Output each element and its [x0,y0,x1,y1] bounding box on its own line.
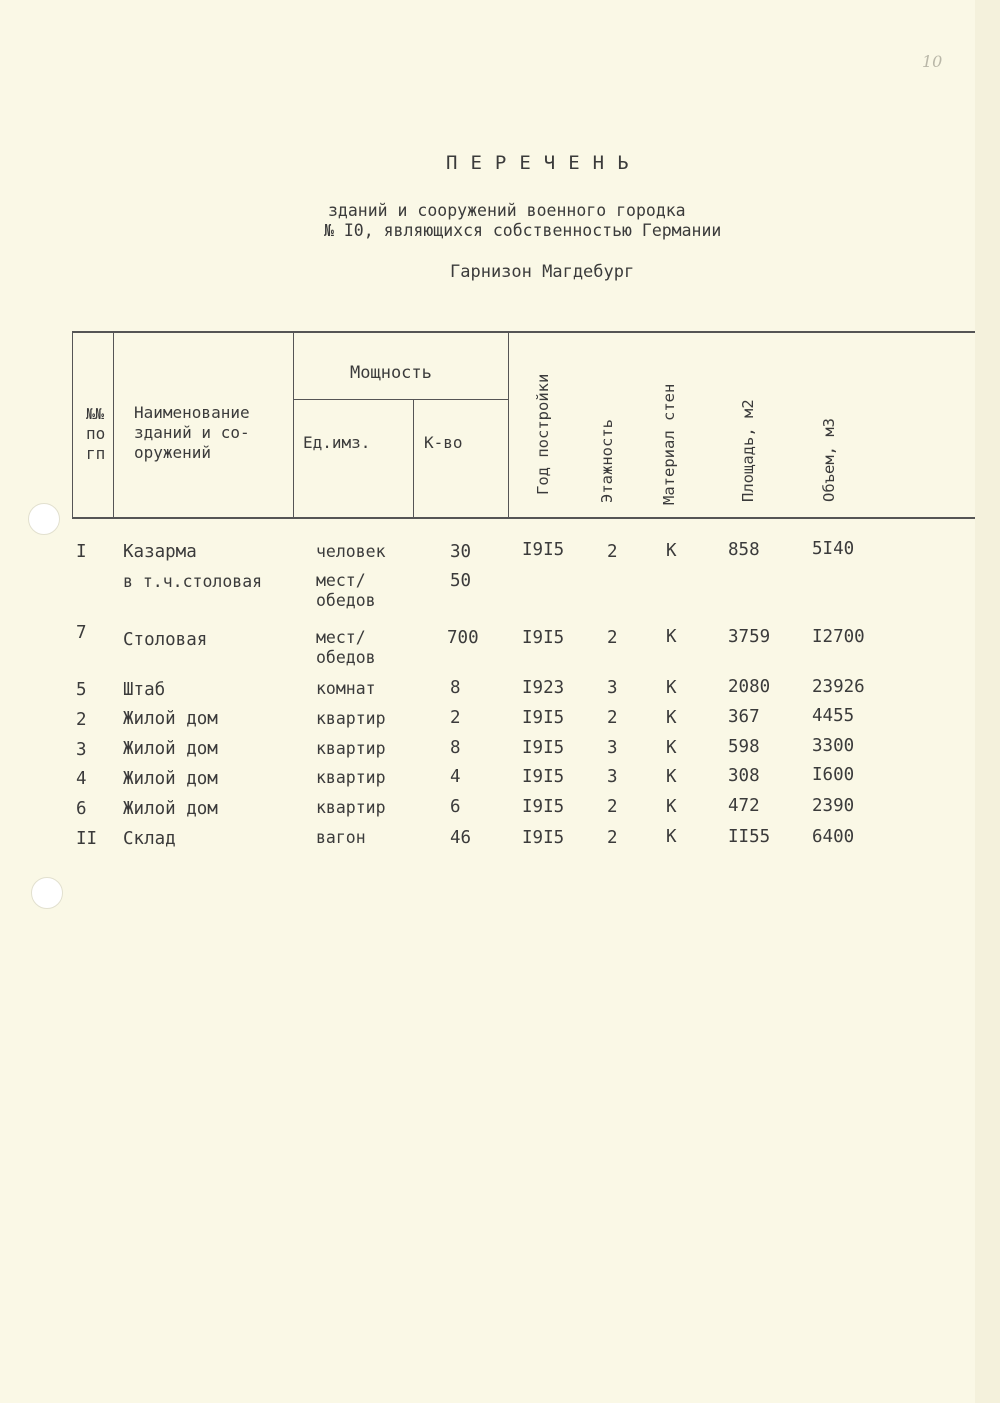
cell-volume: 23926 [812,677,865,697]
cell-qty: 30 [450,542,472,562]
cell-material: К [666,767,677,787]
cell-name: в т.ч.столовая [123,572,263,591]
cell-name: Жилой дом [123,799,218,819]
cell-year: I9I5 [522,540,565,560]
cell-num: I [76,542,87,562]
cell-year: I9I5 [522,708,565,728]
cell-num: 2 [76,710,87,730]
cell-unit: квартир [316,709,386,728]
cell-unit-line2: обедов [316,591,376,610]
cell-name: Склад [123,829,176,849]
cell-material: К [666,678,677,698]
cell-unit-line2: обедов [316,648,376,667]
header-name-2: зданий и со- [134,423,250,442]
header-name-3: оружений [134,443,212,462]
cell-num: 3 [76,740,87,760]
cell-material: К [666,797,677,817]
cell-area: 2080 [728,677,771,697]
cell-year: I923 [522,678,565,698]
punch-hole-top [28,503,60,535]
cell-floors: 2 [607,708,618,728]
punch-hole-bottom [31,877,63,909]
header-material: Материал стен [660,383,678,505]
document-subtitle-line2: № I0, являющихся собственностью Германии [324,221,722,240]
header-capacity: Мощность [350,363,432,383]
document-title: ПЕРЕЧЕНЬ [446,152,642,174]
header-num-2: по [86,424,106,443]
cell-material: К [666,627,677,647]
cell-qty: 2 [450,708,461,728]
table-top-border [72,331,975,333]
cell-floors: 2 [607,628,618,648]
cell-material: К [666,738,677,758]
cell-year: I9I5 [522,828,565,848]
cell-area: 308 [728,766,760,786]
cell-floors: 2 [607,797,618,817]
header-volume: Объем, м3 [820,418,838,502]
cell-volume: 6400 [812,827,855,847]
cell-qty: 700 [447,628,479,648]
cell-area: 472 [728,796,760,816]
table-header-bottom-border [72,517,975,519]
cell-unit: квартир [316,739,386,758]
cell-num: 7 [76,623,87,643]
col-divider-unit [413,400,414,518]
cell-qty: 6 [450,797,461,817]
cell-unit: квартир [316,768,386,787]
cell-unit: комнат [316,679,376,698]
page-number-mark: 10 [922,52,943,71]
capacity-subheader-line [293,399,508,400]
cell-volume: 5I40 [812,539,855,559]
cell-year: I9I5 [522,628,565,648]
col-divider-num [113,333,114,519]
header-name-1: Наименование [134,403,250,422]
cell-name: Штаб [123,680,166,700]
cell-volume: 2390 [812,796,855,816]
cell-volume: 3300 [812,736,855,756]
col-divider-capacity [508,333,509,519]
cell-material: К [666,541,677,561]
cell-unit: квартир [316,798,386,817]
cell-area: 367 [728,707,760,727]
cell-material: К [666,827,677,847]
cell-material: К [666,708,677,728]
header-qty: К-во [424,433,463,452]
cell-name: Казарма [123,542,197,562]
header-num-1: №№ [86,405,105,423]
garrison-name: Гарнизон Магдебург [450,262,635,282]
col-divider-name [293,333,294,519]
page-edge [975,0,1000,1403]
cell-name: Жилой дом [123,769,218,789]
col-divider-left [72,333,73,519]
cell-volume: I600 [812,765,855,785]
cell-num: 4 [76,769,87,789]
cell-year: I9I5 [522,738,565,758]
cell-area: 858 [728,540,760,560]
cell-name: Столовая [123,630,208,650]
cell-floors: 3 [607,738,618,758]
header-num-3: гп [86,444,106,463]
cell-qty: 8 [450,738,461,758]
header-floors: Этажность [598,419,616,503]
cell-num: 6 [76,799,87,819]
cell-floors: 2 [607,542,618,562]
cell-name: Жилой дом [123,709,218,729]
cell-unit: мест/ [316,571,366,590]
cell-num: 5 [76,680,87,700]
cell-floors: 3 [607,767,618,787]
cell-volume: I2700 [812,627,865,647]
cell-unit: человек [316,542,386,561]
cell-qty: 8 [450,678,461,698]
cell-floors: 2 [607,828,618,848]
header-area: Площадь, м2 [739,399,757,502]
cell-unit: вагон [316,828,366,847]
cell-qty: 46 [450,828,472,848]
document-subtitle-line1: зданий и сооружений военного городка [328,201,686,220]
header-year: Год постройки [534,373,552,495]
cell-year: I9I5 [522,797,565,817]
cell-name: Жилой дом [123,739,218,759]
cell-year: I9I5 [522,767,565,787]
cell-qty: 50 [450,571,472,591]
cell-area: II55 [728,827,771,847]
cell-unit: мест/ [316,628,366,647]
cell-volume: 4455 [812,706,855,726]
cell-num: II [76,829,98,849]
cell-floors: 3 [607,678,618,698]
header-unit: Ед.имз. [303,433,371,452]
cell-qty: 4 [450,767,461,787]
cell-area: 598 [728,737,760,757]
cell-area: 3759 [728,627,771,647]
